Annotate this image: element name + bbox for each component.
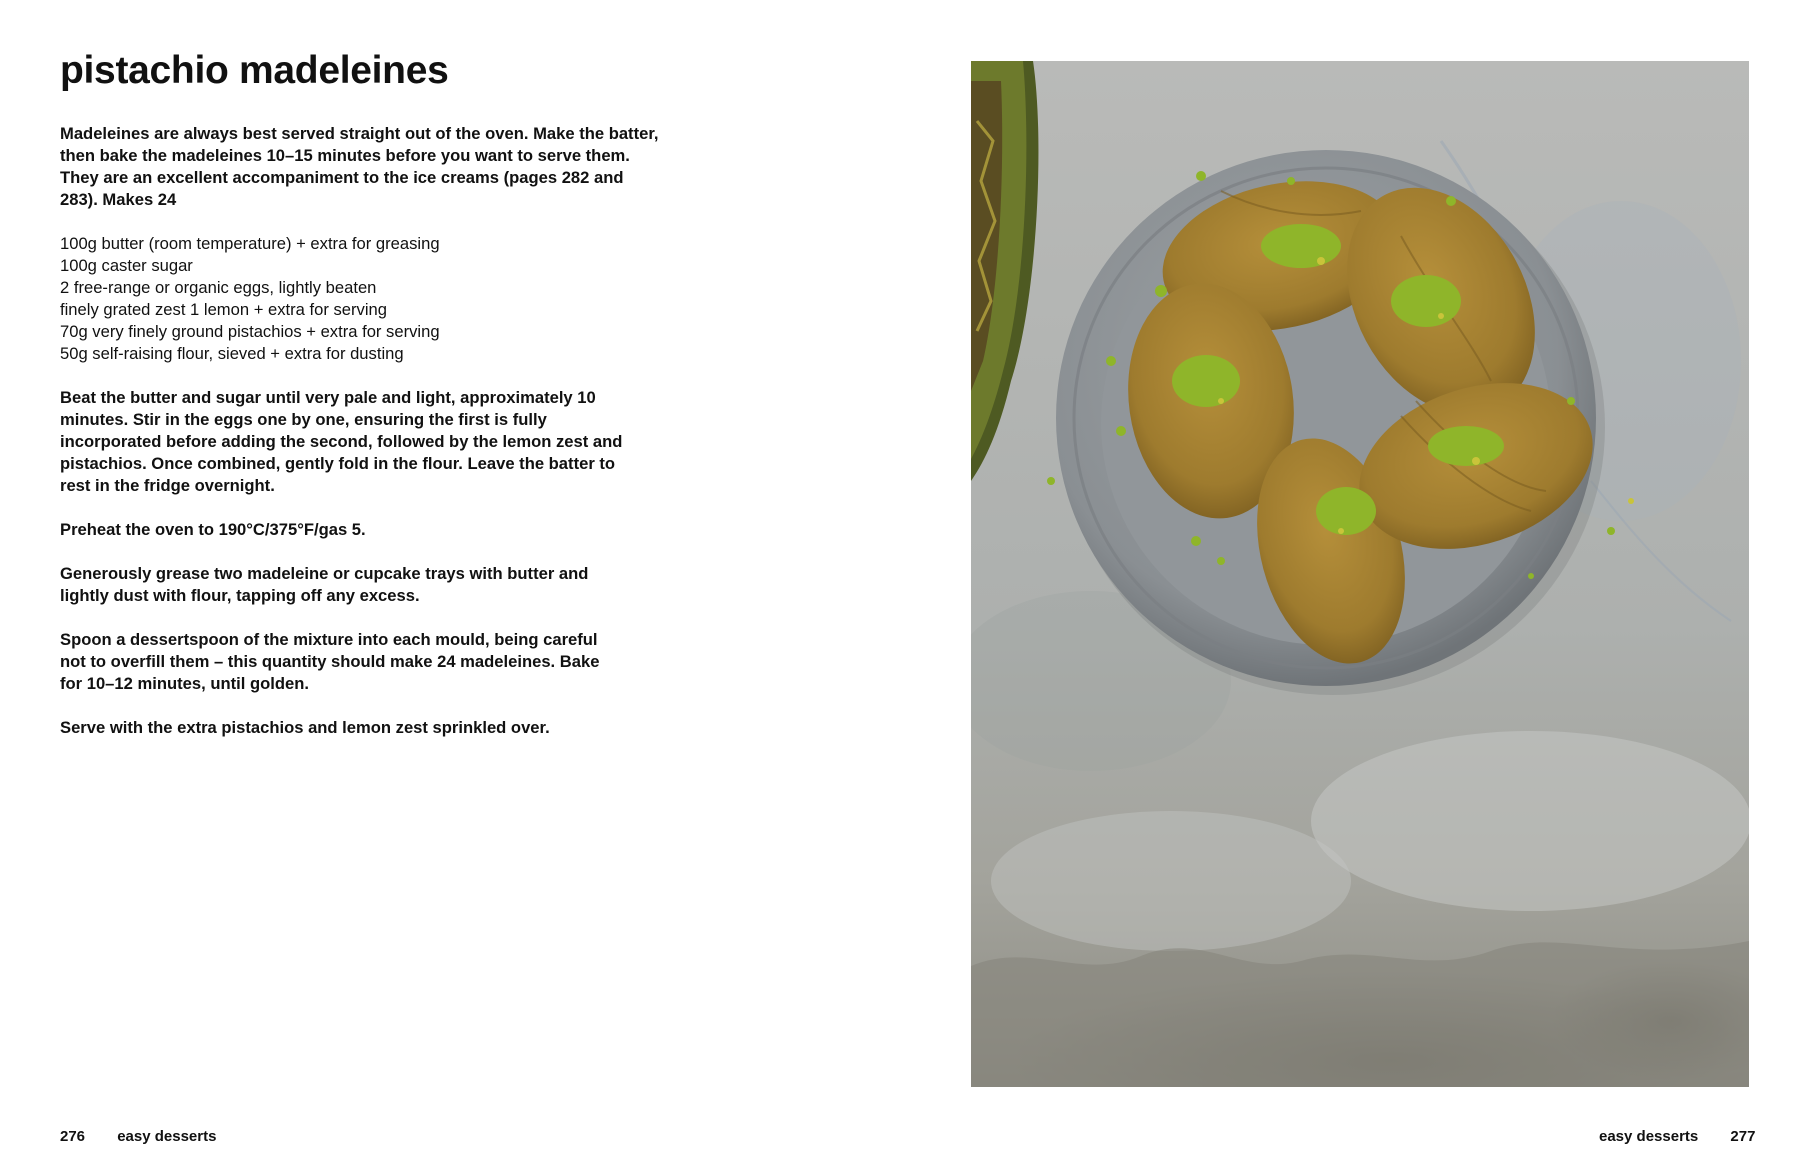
ingredient-item: 2 free-range or organic eggs, lightly beaten [60, 278, 377, 297]
method-step: Spoon a dessertspoon of the mixture into each mould, being careful not to overfill them – this quantity should make 24 madeleines. Bake for 10–12 minutes, until golden. [60, 630, 600, 693]
ingredient-item: 50g self-raising flour, sieved + extra for dusting [60, 344, 404, 363]
recipe-title: pistachio madeleines [60, 49, 449, 92]
method-step: Generously grease two madeleine or cupcake trays with butter and lightly dust with flour, tapping off any excess. [60, 564, 589, 605]
photo-illustration [971, 61, 1749, 1087]
right-footer [1599, 1127, 1755, 1147]
ingredient-item: finely grated zest 1 lemon + extra for serving [60, 300, 387, 319]
madeleines-photo [971, 61, 1749, 1087]
right-section-name: easy desserts [1599, 1128, 1699, 1145]
ingredients-list [60, 233, 680, 365]
recipe-intro: Madeleines are always best served straight out of the oven. Make the batter, then bake the madeleines 10–15 minutes before you want to serve them. They are an excellent accompaniment to the ice creams (pages 282 and 283). Makes 24 [60, 124, 659, 209]
ingredient-item: 70g very finely ground pistachios + extra for serving [60, 322, 440, 341]
ingredient-item: 100g butter (room temperature) + extra for greasing [60, 234, 440, 253]
method-step: Beat the butter and sugar until very pale and light, approximately 10 minutes. Stir in the eggs one by one, ensuring the first is fully incorporated before adding the second, followed by the lemon zest and pistachios. Once combined, gently fold in the flour. Leave the batter to rest in the fridge overnight. [60, 388, 623, 495]
right-page-number: 277 [1730, 1128, 1756, 1145]
recipe-body [60, 123, 680, 761]
method-step: Preheat the oven to 190°C/375°F/gas 5. [60, 520, 366, 539]
left-page-number: 276 [60, 1128, 86, 1145]
method-step: Serve with the extra pistachios and lemon zest sprinkled over. [60, 718, 550, 737]
ingredient-item: 100g caster sugar [60, 256, 193, 275]
left-footer [60, 1127, 216, 1147]
left-section-name: easy desserts [117, 1128, 217, 1145]
